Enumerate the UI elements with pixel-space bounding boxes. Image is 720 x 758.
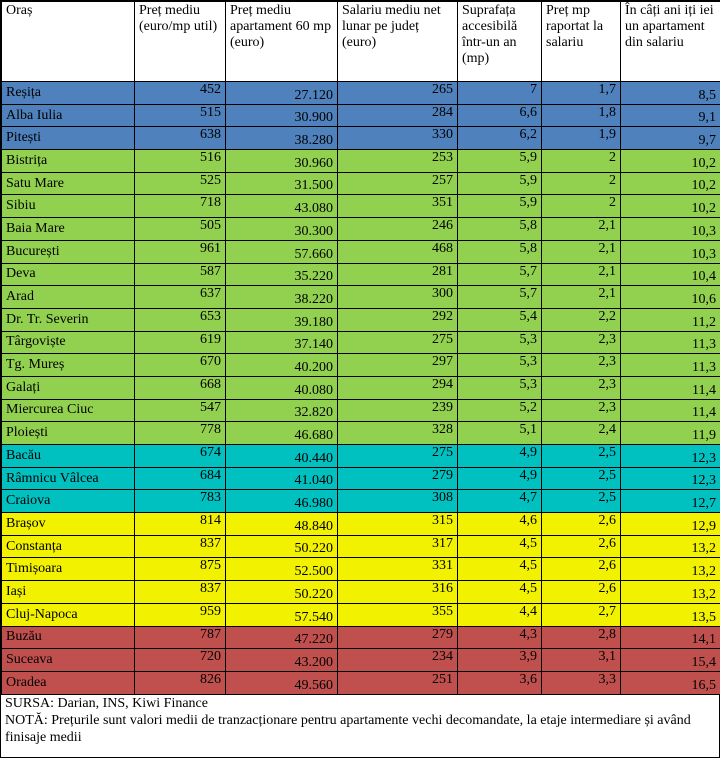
cell-years-to-buy: 12,3 xyxy=(621,445,720,468)
cell-city: Bistrița xyxy=(2,150,135,173)
cell-affordable-area: 4,9 xyxy=(458,445,542,468)
table-row xyxy=(2,218,720,241)
cell-avg-price-apartment: 30.300 xyxy=(226,218,338,241)
table-row xyxy=(2,671,720,694)
cell-avg-salary: 331 xyxy=(338,558,458,581)
source-note: SURSA: Darian, INS, Kiwi Finance xyxy=(5,695,208,711)
cell-price-salary-ratio: 2 xyxy=(542,150,621,173)
cell-city: Pitești xyxy=(2,127,135,150)
cell-affordable-area: 5,8 xyxy=(458,218,542,241)
cell-years-to-buy: 13,2 xyxy=(621,535,720,558)
cell-price-salary-ratio: 2 xyxy=(542,172,621,195)
cell-city: Arad xyxy=(2,286,135,309)
cell-price-salary-ratio: 2,6 xyxy=(542,513,621,536)
cell-years-to-buy: 10,2 xyxy=(621,195,720,218)
cell-price-salary-ratio: 2,3 xyxy=(542,376,621,399)
cell-price-salary-ratio: 2,5 xyxy=(542,445,621,468)
cell-city: Cluj-Napoca xyxy=(2,603,135,626)
cell-city: Târgoviște xyxy=(2,331,135,354)
cell-avg-salary: 234 xyxy=(338,649,458,672)
cell-avg-price-apartment: 57.660 xyxy=(226,240,338,263)
cell-years-to-buy: 11,3 xyxy=(621,354,720,377)
table-row xyxy=(2,490,720,513)
cell-avg-salary: 355 xyxy=(338,603,458,626)
cell-price-salary-ratio: 2,5 xyxy=(542,490,621,513)
cell-avg-price-sqm: 837 xyxy=(135,535,226,558)
cell-price-salary-ratio: 2,2 xyxy=(542,308,621,331)
cell-city: Râmnicu Vâlcea xyxy=(2,467,135,490)
cell-avg-price-sqm: 684 xyxy=(135,467,226,490)
cell-avg-price-sqm: 505 xyxy=(135,218,226,241)
cell-price-salary-ratio: 1,7 xyxy=(542,82,621,105)
cell-price-salary-ratio: 2,4 xyxy=(542,422,621,445)
cell-avg-price-sqm: 619 xyxy=(135,331,226,354)
cell-price-salary-ratio: 3,1 xyxy=(542,649,621,672)
cell-years-to-buy: 10,3 xyxy=(621,240,720,263)
cell-avg-price-sqm: 670 xyxy=(135,354,226,377)
cell-avg-salary: 330 xyxy=(338,127,458,150)
cell-city: Brașov xyxy=(2,513,135,536)
cell-city: Ploiești xyxy=(2,422,135,445)
cell-avg-salary: 308 xyxy=(338,490,458,513)
header-years-to-buy: În câți ani iți iei un apartament din salariu xyxy=(621,2,720,82)
cell-avg-price-sqm: 837 xyxy=(135,581,226,604)
table-row xyxy=(2,82,720,105)
cell-avg-price-apartment: 38.280 xyxy=(226,127,338,150)
header-avg-price-apartment: Preț mediu apartament 60 mp (euro) xyxy=(226,2,338,82)
cell-price-salary-ratio: 3,3 xyxy=(542,671,621,694)
cell-affordable-area: 4,4 xyxy=(458,603,542,626)
cell-affordable-area: 4,5 xyxy=(458,558,542,581)
table-row xyxy=(2,172,720,195)
table-row xyxy=(2,286,720,309)
cell-years-to-buy: 13,5 xyxy=(621,603,720,626)
cell-avg-salary: 265 xyxy=(338,82,458,105)
cell-avg-salary: 316 xyxy=(338,581,458,604)
cell-years-to-buy: 9,1 xyxy=(621,104,720,127)
cell-avg-price-sqm: 653 xyxy=(135,308,226,331)
cell-avg-price-sqm: 720 xyxy=(135,649,226,672)
cell-affordable-area: 4,5 xyxy=(458,581,542,604)
cell-avg-price-apartment: 40.200 xyxy=(226,354,338,377)
table-row xyxy=(2,422,720,445)
cell-city: Suceava xyxy=(2,649,135,672)
cell-city: Satu Mare xyxy=(2,172,135,195)
cell-city: Sibiu xyxy=(2,195,135,218)
cell-city: Craiova xyxy=(2,490,135,513)
cell-avg-price-apartment: 35.220 xyxy=(226,263,338,286)
cell-affordable-area: 5,7 xyxy=(458,263,542,286)
cell-price-salary-ratio: 2,3 xyxy=(542,331,621,354)
cell-years-to-buy: 16,5 xyxy=(621,671,720,694)
cell-avg-price-sqm: 587 xyxy=(135,263,226,286)
cell-affordable-area: 6,6 xyxy=(458,104,542,127)
cell-avg-price-apartment: 30.900 xyxy=(226,104,338,127)
table-row xyxy=(2,150,720,173)
cell-avg-price-apartment: 49.560 xyxy=(226,671,338,694)
cell-avg-price-sqm: 826 xyxy=(135,671,226,694)
cell-avg-price-apartment: 39.180 xyxy=(226,308,338,331)
cell-price-salary-ratio: 2 xyxy=(542,195,621,218)
table-row xyxy=(2,104,720,127)
cell-city: Timișoara xyxy=(2,558,135,581)
cell-avg-salary: 292 xyxy=(338,308,458,331)
cell-years-to-buy: 11,3 xyxy=(621,331,720,354)
cell-affordable-area: 5,7 xyxy=(458,286,542,309)
cell-price-salary-ratio: 2,1 xyxy=(542,286,621,309)
cell-city: București xyxy=(2,240,135,263)
cell-avg-price-sqm: 778 xyxy=(135,422,226,445)
cell-avg-price-sqm: 783 xyxy=(135,490,226,513)
table-row xyxy=(2,376,720,399)
cell-avg-price-apartment: 50.220 xyxy=(226,581,338,604)
cell-years-to-buy: 10,3 xyxy=(621,218,720,241)
cell-avg-salary: 281 xyxy=(338,263,458,286)
cell-avg-price-apartment: 50.220 xyxy=(226,535,338,558)
table-row xyxy=(2,626,720,649)
cell-avg-salary: 251 xyxy=(338,671,458,694)
cell-price-salary-ratio: 2,1 xyxy=(542,263,621,286)
table-row xyxy=(2,195,720,218)
cell-avg-price-apartment: 40.440 xyxy=(226,445,338,468)
cell-avg-salary: 246 xyxy=(338,218,458,241)
table-row xyxy=(2,581,720,604)
cell-avg-price-sqm: 547 xyxy=(135,399,226,422)
cell-years-to-buy: 14,1 xyxy=(621,626,720,649)
cell-avg-salary: 294 xyxy=(338,376,458,399)
cell-avg-price-sqm: 814 xyxy=(135,513,226,536)
cell-affordable-area: 5,9 xyxy=(458,150,542,173)
cell-years-to-buy: 11,4 xyxy=(621,399,720,422)
cell-price-salary-ratio: 2,7 xyxy=(542,603,621,626)
cell-avg-price-sqm: 875 xyxy=(135,558,226,581)
cell-avg-price-apartment: 43.080 xyxy=(226,195,338,218)
cell-city: Miercurea Ciuc xyxy=(2,399,135,422)
cell-avg-salary: 300 xyxy=(338,286,458,309)
cell-years-to-buy: 12,3 xyxy=(621,467,720,490)
cell-avg-price-apartment: 38.220 xyxy=(226,286,338,309)
cell-years-to-buy: 8,5 xyxy=(621,82,720,105)
cell-avg-price-apartment: 27.120 xyxy=(226,82,338,105)
cell-price-salary-ratio: 2,3 xyxy=(542,354,621,377)
cell-affordable-area: 4,9 xyxy=(458,467,542,490)
cell-affordable-area: 3,9 xyxy=(458,649,542,672)
cell-avg-salary: 284 xyxy=(338,104,458,127)
cell-years-to-buy: 15,4 xyxy=(621,649,720,672)
cell-affordable-area: 3,6 xyxy=(458,671,542,694)
table-row xyxy=(2,558,720,581)
table-row xyxy=(2,331,720,354)
table-row xyxy=(2,535,720,558)
cell-years-to-buy: 13,2 xyxy=(621,558,720,581)
cell-avg-price-sqm: 674 xyxy=(135,445,226,468)
cell-city: Buzău xyxy=(2,626,135,649)
cell-years-to-buy: 9,7 xyxy=(621,127,720,150)
cell-avg-price-apartment: 52.500 xyxy=(226,558,338,581)
cell-avg-salary: 257 xyxy=(338,172,458,195)
table-row xyxy=(2,649,720,672)
cell-price-salary-ratio: 2,1 xyxy=(542,218,621,241)
cell-affordable-area: 4,6 xyxy=(458,513,542,536)
cell-avg-salary: 275 xyxy=(338,445,458,468)
cell-avg-price-apartment: 57.540 xyxy=(226,603,338,626)
cell-avg-price-sqm: 718 xyxy=(135,195,226,218)
cell-avg-price-apartment: 32.820 xyxy=(226,399,338,422)
header-row xyxy=(2,2,720,82)
footer xyxy=(1,695,719,746)
cell-years-to-buy: 10,6 xyxy=(621,286,720,309)
cell-price-salary-ratio: 2,1 xyxy=(542,240,621,263)
cell-affordable-area: 5,3 xyxy=(458,331,542,354)
cell-avg-price-apartment: 46.680 xyxy=(226,422,338,445)
cell-city: Dr. Tr. Severin xyxy=(2,308,135,331)
cell-avg-price-apartment: 37.140 xyxy=(226,331,338,354)
cell-affordable-area: 6,2 xyxy=(458,127,542,150)
cell-affordable-area: 5,8 xyxy=(458,240,542,263)
cell-price-salary-ratio: 2,8 xyxy=(542,626,621,649)
cell-affordable-area: 5,2 xyxy=(458,399,542,422)
cell-affordable-area: 5,4 xyxy=(458,308,542,331)
cell-city: Iași xyxy=(2,581,135,604)
cell-avg-price-apartment: 48.840 xyxy=(226,513,338,536)
cell-city: Oradea xyxy=(2,671,135,694)
cell-city: Galați xyxy=(2,376,135,399)
cell-avg-price-apartment: 43.200 xyxy=(226,649,338,672)
cell-price-salary-ratio: 2,3 xyxy=(542,399,621,422)
cell-city: Baia Mare xyxy=(2,218,135,241)
cell-avg-price-sqm: 516 xyxy=(135,150,226,173)
cell-avg-price-apartment: 41.040 xyxy=(226,467,338,490)
cell-years-to-buy: 12,7 xyxy=(621,490,720,513)
cell-affordable-area: 5,3 xyxy=(458,376,542,399)
cell-years-to-buy: 10,2 xyxy=(621,172,720,195)
table-row xyxy=(2,399,720,422)
cell-avg-price-sqm: 637 xyxy=(135,286,226,309)
cell-avg-salary: 297 xyxy=(338,354,458,377)
cell-avg-salary: 279 xyxy=(338,626,458,649)
table-row xyxy=(2,467,720,490)
price-table xyxy=(1,1,720,695)
cell-avg-salary: 317 xyxy=(338,535,458,558)
cell-years-to-buy: 11,2 xyxy=(621,308,720,331)
cell-avg-price-sqm: 638 xyxy=(135,127,226,150)
cell-avg-price-apartment: 47.220 xyxy=(226,626,338,649)
cell-years-to-buy: 10,2 xyxy=(621,150,720,173)
cell-affordable-area: 4,3 xyxy=(458,626,542,649)
cell-avg-salary: 239 xyxy=(338,399,458,422)
cell-avg-salary: 328 xyxy=(338,422,458,445)
cell-avg-price-apartment: 30.960 xyxy=(226,150,338,173)
cell-avg-salary: 275 xyxy=(338,331,458,354)
cell-affordable-area: 4,7 xyxy=(458,490,542,513)
cell-price-salary-ratio: 1,9 xyxy=(542,127,621,150)
disclaimer-note: NOTĂ: Prețurile sunt valori medii de tranzacționare pentru apartamente vechi decomandate, la etaje intermediare și având finisaje medii xyxy=(5,712,691,745)
cell-avg-salary: 315 xyxy=(338,513,458,536)
table-row xyxy=(2,513,720,536)
cell-price-salary-ratio: 2,6 xyxy=(542,581,621,604)
cell-affordable-area: 5,1 xyxy=(458,422,542,445)
cell-avg-salary: 468 xyxy=(338,240,458,263)
table-row xyxy=(2,603,720,626)
cell-avg-price-apartment: 40.080 xyxy=(226,376,338,399)
cell-years-to-buy: 10,4 xyxy=(621,263,720,286)
table-row xyxy=(2,354,720,377)
cell-years-to-buy: 12,9 xyxy=(621,513,720,536)
cell-avg-price-sqm: 959 xyxy=(135,603,226,626)
table-row xyxy=(2,240,720,263)
cell-price-salary-ratio: 2,5 xyxy=(542,467,621,490)
cell-city: Tg. Mureș xyxy=(2,354,135,377)
cell-years-to-buy: 13,2 xyxy=(621,581,720,604)
table-row xyxy=(2,127,720,150)
table-row xyxy=(2,308,720,331)
cell-affordable-area: 4,5 xyxy=(458,535,542,558)
cell-city: Constanța xyxy=(2,535,135,558)
cell-avg-salary: 279 xyxy=(338,467,458,490)
cell-avg-price-sqm: 961 xyxy=(135,240,226,263)
header-avg-salary: Salariu mediu net lunar pe județ (euro) xyxy=(338,2,458,82)
cell-price-salary-ratio: 2,6 xyxy=(542,535,621,558)
cell-city: Reșița xyxy=(2,82,135,105)
cell-avg-salary: 351 xyxy=(338,195,458,218)
cell-avg-price-sqm: 452 xyxy=(135,82,226,105)
cell-avg-price-apartment: 31.500 xyxy=(226,172,338,195)
cell-avg-price-sqm: 515 xyxy=(135,104,226,127)
cell-city: Deva xyxy=(2,263,135,286)
cell-years-to-buy: 11,4 xyxy=(621,376,720,399)
table-row xyxy=(2,445,720,468)
header-affordable-area: Suprafața accesibilă într-un an (mp) xyxy=(458,2,542,82)
cell-city: Bacău xyxy=(2,445,135,468)
cell-avg-price-apartment: 46.980 xyxy=(226,490,338,513)
header-avg-price-sqm: Preț mediu (euro/mp util) xyxy=(135,2,226,82)
cell-affordable-area: 5,3 xyxy=(458,354,542,377)
table-row xyxy=(2,263,720,286)
cell-price-salary-ratio: 2,6 xyxy=(542,558,621,581)
cell-avg-price-sqm: 525 xyxy=(135,172,226,195)
cell-city: Alba Iulia xyxy=(2,104,135,127)
header-city: Oraș xyxy=(2,2,135,82)
table-body xyxy=(2,82,720,695)
cell-affordable-area: 5,9 xyxy=(458,195,542,218)
cell-price-salary-ratio: 1,8 xyxy=(542,104,621,127)
cell-affordable-area: 7 xyxy=(458,82,542,105)
cell-avg-salary: 253 xyxy=(338,150,458,173)
cell-affordable-area: 5,9 xyxy=(458,172,542,195)
cell-avg-price-sqm: 668 xyxy=(135,376,226,399)
cell-avg-price-sqm: 787 xyxy=(135,626,226,649)
cell-years-to-buy: 11,9 xyxy=(621,422,720,445)
header-price-salary-ratio: Preț mp raportat la salariu xyxy=(542,2,621,82)
